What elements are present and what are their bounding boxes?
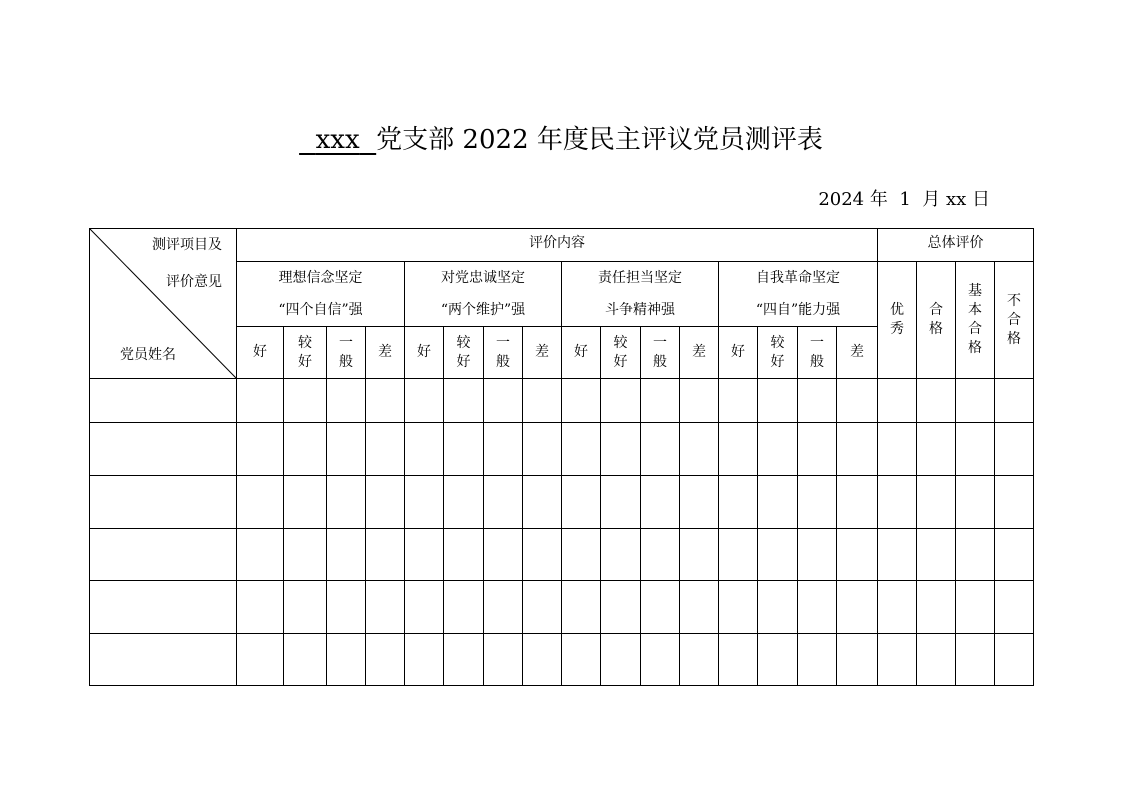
score-cell[interactable] <box>956 581 995 634</box>
branch-name-value: xxx <box>315 125 360 155</box>
score-cell[interactable] <box>601 423 641 476</box>
score-cell[interactable] <box>641 423 680 476</box>
score-cell[interactable] <box>719 379 758 423</box>
rating-header-cell: 差 <box>837 327 878 379</box>
score-cell[interactable] <box>758 581 798 634</box>
score-cell[interactable] <box>719 634 758 686</box>
score-cell[interactable] <box>484 634 523 686</box>
score-cell[interactable] <box>237 423 284 476</box>
table-row <box>90 379 1034 423</box>
score-cell[interactable] <box>405 379 444 423</box>
table-row <box>90 476 1034 529</box>
score-cell[interactable] <box>917 581 956 634</box>
corner-label-opinion: 评价意见 <box>166 274 222 290</box>
member-name-cell[interactable] <box>90 529 237 581</box>
score-cell[interactable] <box>719 423 758 476</box>
rating-header-cell: 较 好 <box>758 327 798 379</box>
score-cell[interactable] <box>366 379 405 423</box>
rating-header-cell: 一 般 <box>484 327 523 379</box>
score-cell[interactable] <box>237 529 284 581</box>
score-cell[interactable] <box>284 634 327 686</box>
score-cell[interactable] <box>444 529 484 581</box>
score-cell[interactable] <box>327 476 366 529</box>
score-cell[interactable] <box>562 476 601 529</box>
score-cell[interactable] <box>719 476 758 529</box>
score-cell[interactable] <box>484 476 523 529</box>
score-cell[interactable] <box>284 379 327 423</box>
score-cell[interactable] <box>444 423 484 476</box>
date-day-unit: 日 <box>972 189 990 210</box>
score-cell[interactable] <box>405 476 444 529</box>
date-month: 1 <box>899 189 911 210</box>
table-row <box>90 581 1034 634</box>
score-cell[interactable] <box>484 529 523 581</box>
score-cell[interactable] <box>641 379 680 423</box>
score-cell[interactable] <box>284 476 327 529</box>
score-cell[interactable] <box>917 423 956 476</box>
overall-header-cell: 合 格 <box>917 262 956 379</box>
score-cell[interactable] <box>405 529 444 581</box>
date-line <box>818 186 990 214</box>
score-cell[interactable] <box>680 476 719 529</box>
score-cell[interactable] <box>758 634 798 686</box>
rating-header-cell: 差 <box>366 327 405 379</box>
group-header: 自我革命坚定 “四自”能力强 <box>719 262 878 327</box>
rating-header-cell: 好 <box>405 327 444 379</box>
score-cell[interactable] <box>995 379 1034 423</box>
score-cell[interactable] <box>366 529 405 581</box>
rating-header-cell: 较 好 <box>284 327 327 379</box>
score-cell[interactable] <box>641 529 680 581</box>
score-cell[interactable] <box>956 634 995 686</box>
score-cell[interactable] <box>719 581 758 634</box>
section-header-overall: 总体评价 <box>878 229 1034 262</box>
score-cell[interactable] <box>641 634 680 686</box>
score-cell[interactable] <box>562 581 601 634</box>
score-cell[interactable] <box>995 423 1034 476</box>
score-cell[interactable] <box>837 476 878 529</box>
score-cell[interactable] <box>562 423 601 476</box>
score-cell[interactable] <box>327 581 366 634</box>
rating-header-cell: 好 <box>562 327 601 379</box>
rating-header-cell: 好 <box>237 327 284 379</box>
score-cell[interactable] <box>523 423 562 476</box>
score-cell[interactable] <box>523 634 562 686</box>
score-cell[interactable] <box>237 379 284 423</box>
score-cell[interactable] <box>917 529 956 581</box>
member-name-cell[interactable] <box>90 379 237 423</box>
score-cell[interactable] <box>601 634 641 686</box>
score-cell[interactable] <box>405 581 444 634</box>
corner-label-items: 测评项目及 <box>152 237 222 253</box>
score-cell[interactable] <box>327 529 366 581</box>
group-header: 对党忠诚坚定 “两个维护”强 <box>405 262 562 327</box>
member-name-cell[interactable] <box>90 423 237 476</box>
score-cell[interactable] <box>798 529 837 581</box>
score-cell[interactable] <box>284 581 327 634</box>
score-cell[interactable] <box>837 634 878 686</box>
table-row <box>90 634 1034 686</box>
score-cell[interactable] <box>601 581 641 634</box>
score-cell[interactable] <box>562 634 601 686</box>
score-cell[interactable] <box>444 476 484 529</box>
score-cell[interactable] <box>995 634 1034 686</box>
score-cell[interactable] <box>917 476 956 529</box>
title-text: 党支部 2022 年度民主评议党员测评表 <box>376 125 823 155</box>
date-year: 2024 <box>818 189 865 210</box>
score-cell[interactable] <box>641 476 680 529</box>
score-cell[interactable] <box>601 476 641 529</box>
score-cell[interactable] <box>719 529 758 581</box>
score-cell[interactable] <box>758 423 798 476</box>
evaluation-table <box>89 228 1034 686</box>
rating-header-cell: 一 般 <box>798 327 837 379</box>
score-cell[interactable] <box>917 634 956 686</box>
score-cell[interactable] <box>956 379 995 423</box>
score-cell[interactable] <box>798 379 837 423</box>
score-cell[interactable] <box>366 581 405 634</box>
score-cell[interactable] <box>878 476 917 529</box>
score-cell[interactable] <box>327 423 366 476</box>
score-cell[interactable] <box>995 581 1034 634</box>
score-cell[interactable] <box>917 379 956 423</box>
score-cell[interactable] <box>601 379 641 423</box>
score-cell[interactable] <box>405 634 444 686</box>
score-cell[interactable] <box>444 634 484 686</box>
rating-header-cell: 一 般 <box>327 327 366 379</box>
corner-header-cell <box>90 229 237 379</box>
score-cell[interactable] <box>523 529 562 581</box>
rating-header-cell: 较 好 <box>601 327 641 379</box>
overall-header-cell: 优 秀 <box>878 262 917 379</box>
score-cell[interactable] <box>562 529 601 581</box>
score-cell[interactable] <box>878 581 917 634</box>
score-cell[interactable] <box>798 476 837 529</box>
score-cell[interactable] <box>837 529 878 581</box>
score-cell[interactable] <box>680 379 719 423</box>
score-cell[interactable] <box>798 581 837 634</box>
score-cell[interactable] <box>327 634 366 686</box>
score-cell[interactable] <box>878 634 917 686</box>
score-cell[interactable] <box>798 634 837 686</box>
rating-header-cell: 好 <box>719 327 758 379</box>
branch-name-blank[interactable] <box>299 125 376 155</box>
score-cell[interactable] <box>523 379 562 423</box>
group-header: 责任担当坚定 斗争精神强 <box>562 262 719 327</box>
score-cell[interactable] <box>995 529 1034 581</box>
rating-header-cell: 一 般 <box>641 327 680 379</box>
score-cell[interactable] <box>878 379 917 423</box>
score-cell[interactable] <box>523 476 562 529</box>
rating-header-cell: 差 <box>523 327 562 379</box>
score-cell[interactable] <box>956 476 995 529</box>
score-cell[interactable] <box>878 423 917 476</box>
date-year-unit: 年 <box>869 189 888 210</box>
score-cell[interactable] <box>680 581 719 634</box>
score-cell[interactable] <box>237 634 284 686</box>
score-cell[interactable] <box>956 423 995 476</box>
overall-header-cell: 不 合 格 <box>995 262 1034 379</box>
score-cell[interactable] <box>758 379 798 423</box>
member-name-cell[interactable] <box>90 476 237 529</box>
table-row <box>90 423 1034 476</box>
score-cell[interactable] <box>237 581 284 634</box>
score-cell[interactable] <box>680 634 719 686</box>
score-cell[interactable] <box>798 423 837 476</box>
group-header: 理想信念坚定 “四个自信”强 <box>237 262 405 327</box>
score-cell[interactable] <box>444 379 484 423</box>
score-cell[interactable] <box>837 423 878 476</box>
member-name-cell[interactable] <box>90 581 237 634</box>
date-day: xx <box>945 189 967 210</box>
date-month-unit: 月 <box>922 189 941 210</box>
score-cell[interactable] <box>284 423 327 476</box>
score-cell[interactable] <box>405 423 444 476</box>
score-cell[interactable] <box>641 581 680 634</box>
score-cell[interactable] <box>327 379 366 423</box>
score-cell[interactable] <box>237 476 284 529</box>
score-cell[interactable] <box>758 529 798 581</box>
score-cell[interactable] <box>995 476 1034 529</box>
score-cell[interactable] <box>680 529 719 581</box>
score-cell[interactable] <box>601 529 641 581</box>
overall-header-cell: 基 本 合 格 <box>956 262 995 379</box>
score-cell[interactable] <box>680 423 719 476</box>
score-cell[interactable] <box>366 476 405 529</box>
score-cell[interactable] <box>758 476 798 529</box>
rating-header-cell: 差 <box>680 327 719 379</box>
section-header-content: 评价内容 <box>237 229 878 262</box>
score-cell[interactable] <box>366 423 405 476</box>
corner-label-name: 党员姓名 <box>120 347 176 363</box>
score-cell[interactable] <box>484 379 523 423</box>
table-body <box>90 379 1034 686</box>
score-cell[interactable] <box>562 379 601 423</box>
score-cell[interactable] <box>366 634 405 686</box>
page-title <box>0 120 1122 160</box>
score-cell[interactable] <box>523 581 562 634</box>
score-cell[interactable] <box>837 379 878 423</box>
score-cell[interactable] <box>484 581 523 634</box>
score-cell[interactable] <box>484 423 523 476</box>
table-row <box>90 529 1034 581</box>
score-cell[interactable] <box>878 529 917 581</box>
rating-header-cell: 较 好 <box>444 327 484 379</box>
score-cell[interactable] <box>956 529 995 581</box>
score-cell[interactable] <box>837 581 878 634</box>
score-cell[interactable] <box>444 581 484 634</box>
score-cell[interactable] <box>284 529 327 581</box>
member-name-cell[interactable] <box>90 634 237 686</box>
